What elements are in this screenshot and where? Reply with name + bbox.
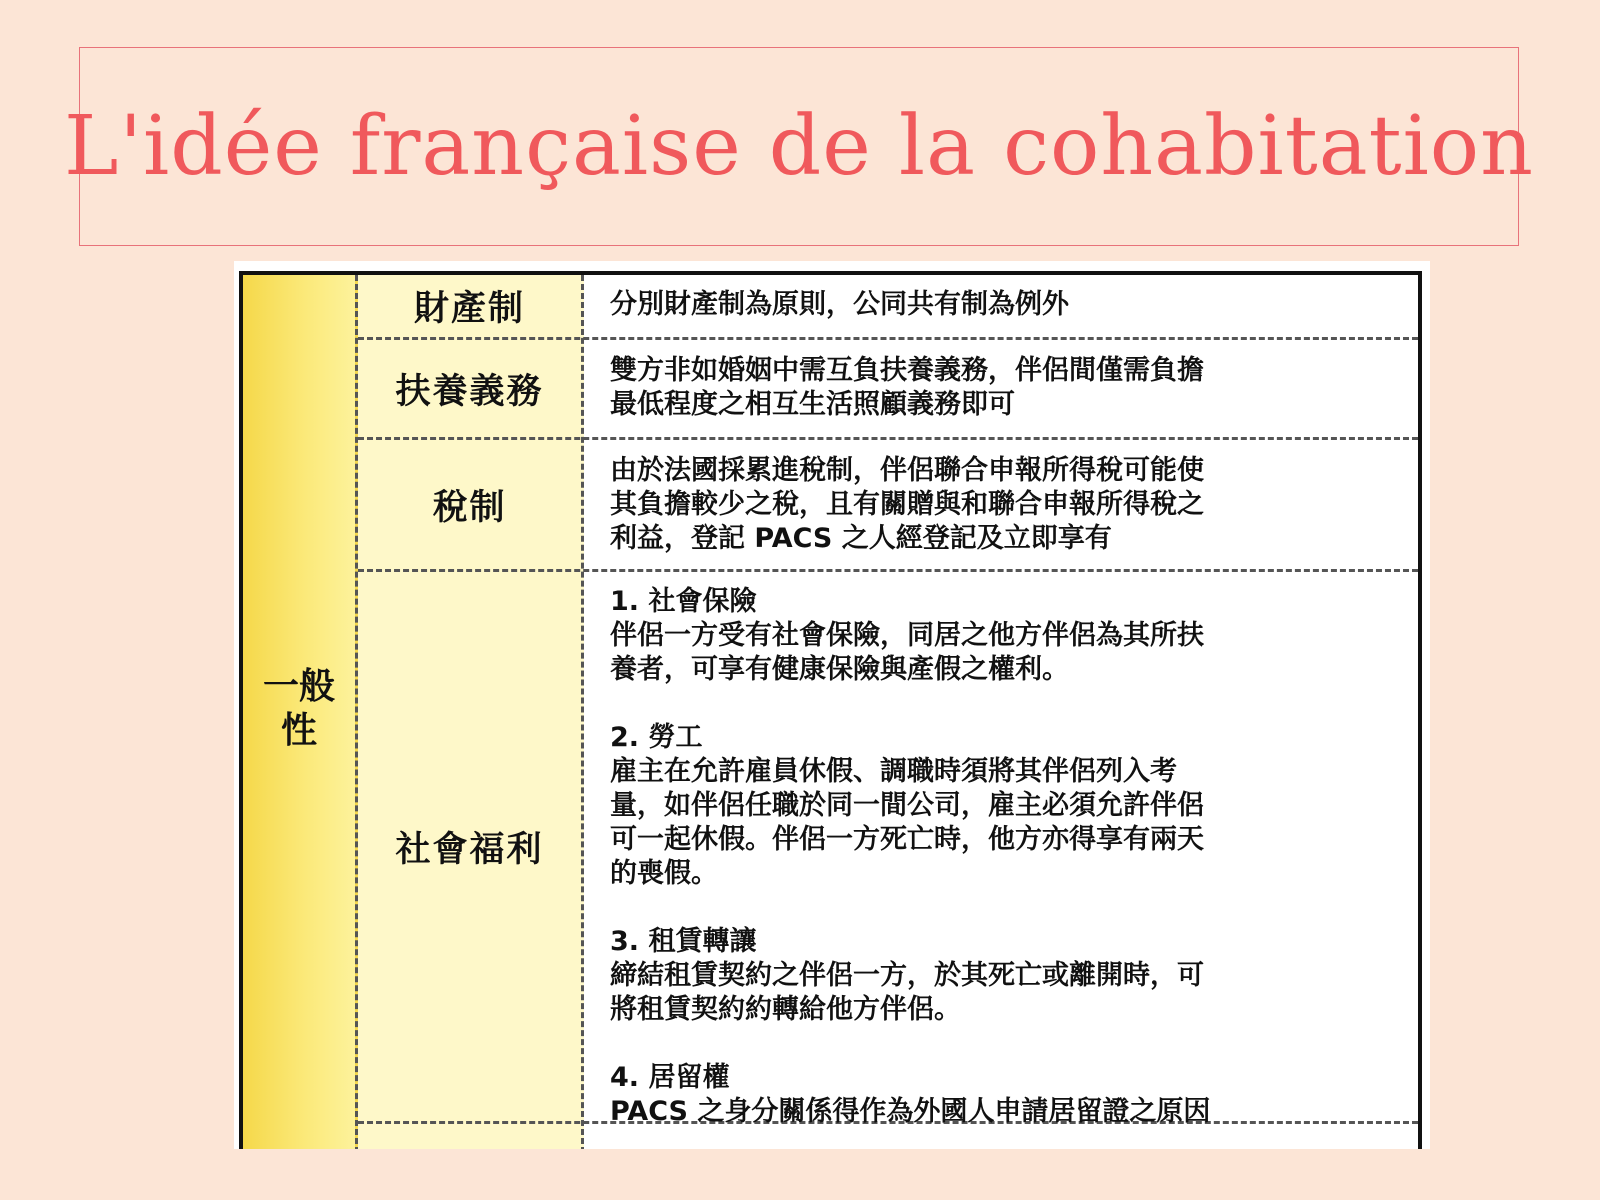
cohabitation-table-image <box>234 261 1430 1149</box>
comparison-table <box>239 271 1422 1149</box>
row-text-support: 雙方非如婚姻中需互負扶養義務，伴侶間僅需負擔 最低程度之相互生活照顧義務即可 <box>610 355 1204 420</box>
row-text-tax: 由於法國採累進稅制，伴侶聯合申報所得稅可能使 其負擔較少之稅，且有關贈與和聯合申報所得稅之 利益，登記 PACS 之人經登記及立即享有 <box>610 455 1204 554</box>
row-label-welfare: 社會福利 <box>395 829 544 870</box>
row-text-property: 分別財產制為原則，公同共有制為例外 <box>610 289 1069 320</box>
title-frame <box>64 47 1534 246</box>
row-text-welfare: 1. 社會保險 伴侶一方受有社會保險，同居之他方伴侶為其所扶 養者，可享有健康保險與產假之權利。 2. 勞工 雇主在允許雇員休假、調職時須將其伴侶列入考 量，如伴侶任職於同一間公司，雇主必須允許伴侶 可一起休假。伴侶一方死亡時，他方亦得享有兩天 的喪假。 3. 租賃轉讓 締結租賃契約之伴侶一方，於其死亡或離開時，可 將租賃契約約轉給他方伴侶。 4. 居留權 PACS 之身分關係得作為外國人申請居留證之原因 <box>610 586 1211 1127</box>
row-label-property: 財產制 <box>413 289 525 329</box>
slide-title: L'idée française de la cohabitation <box>64 99 1534 194</box>
group-label: 一般 性 <box>262 666 335 751</box>
row-label-tax: 稅制 <box>432 487 507 528</box>
row-label-support: 扶養義務 <box>395 371 544 412</box>
